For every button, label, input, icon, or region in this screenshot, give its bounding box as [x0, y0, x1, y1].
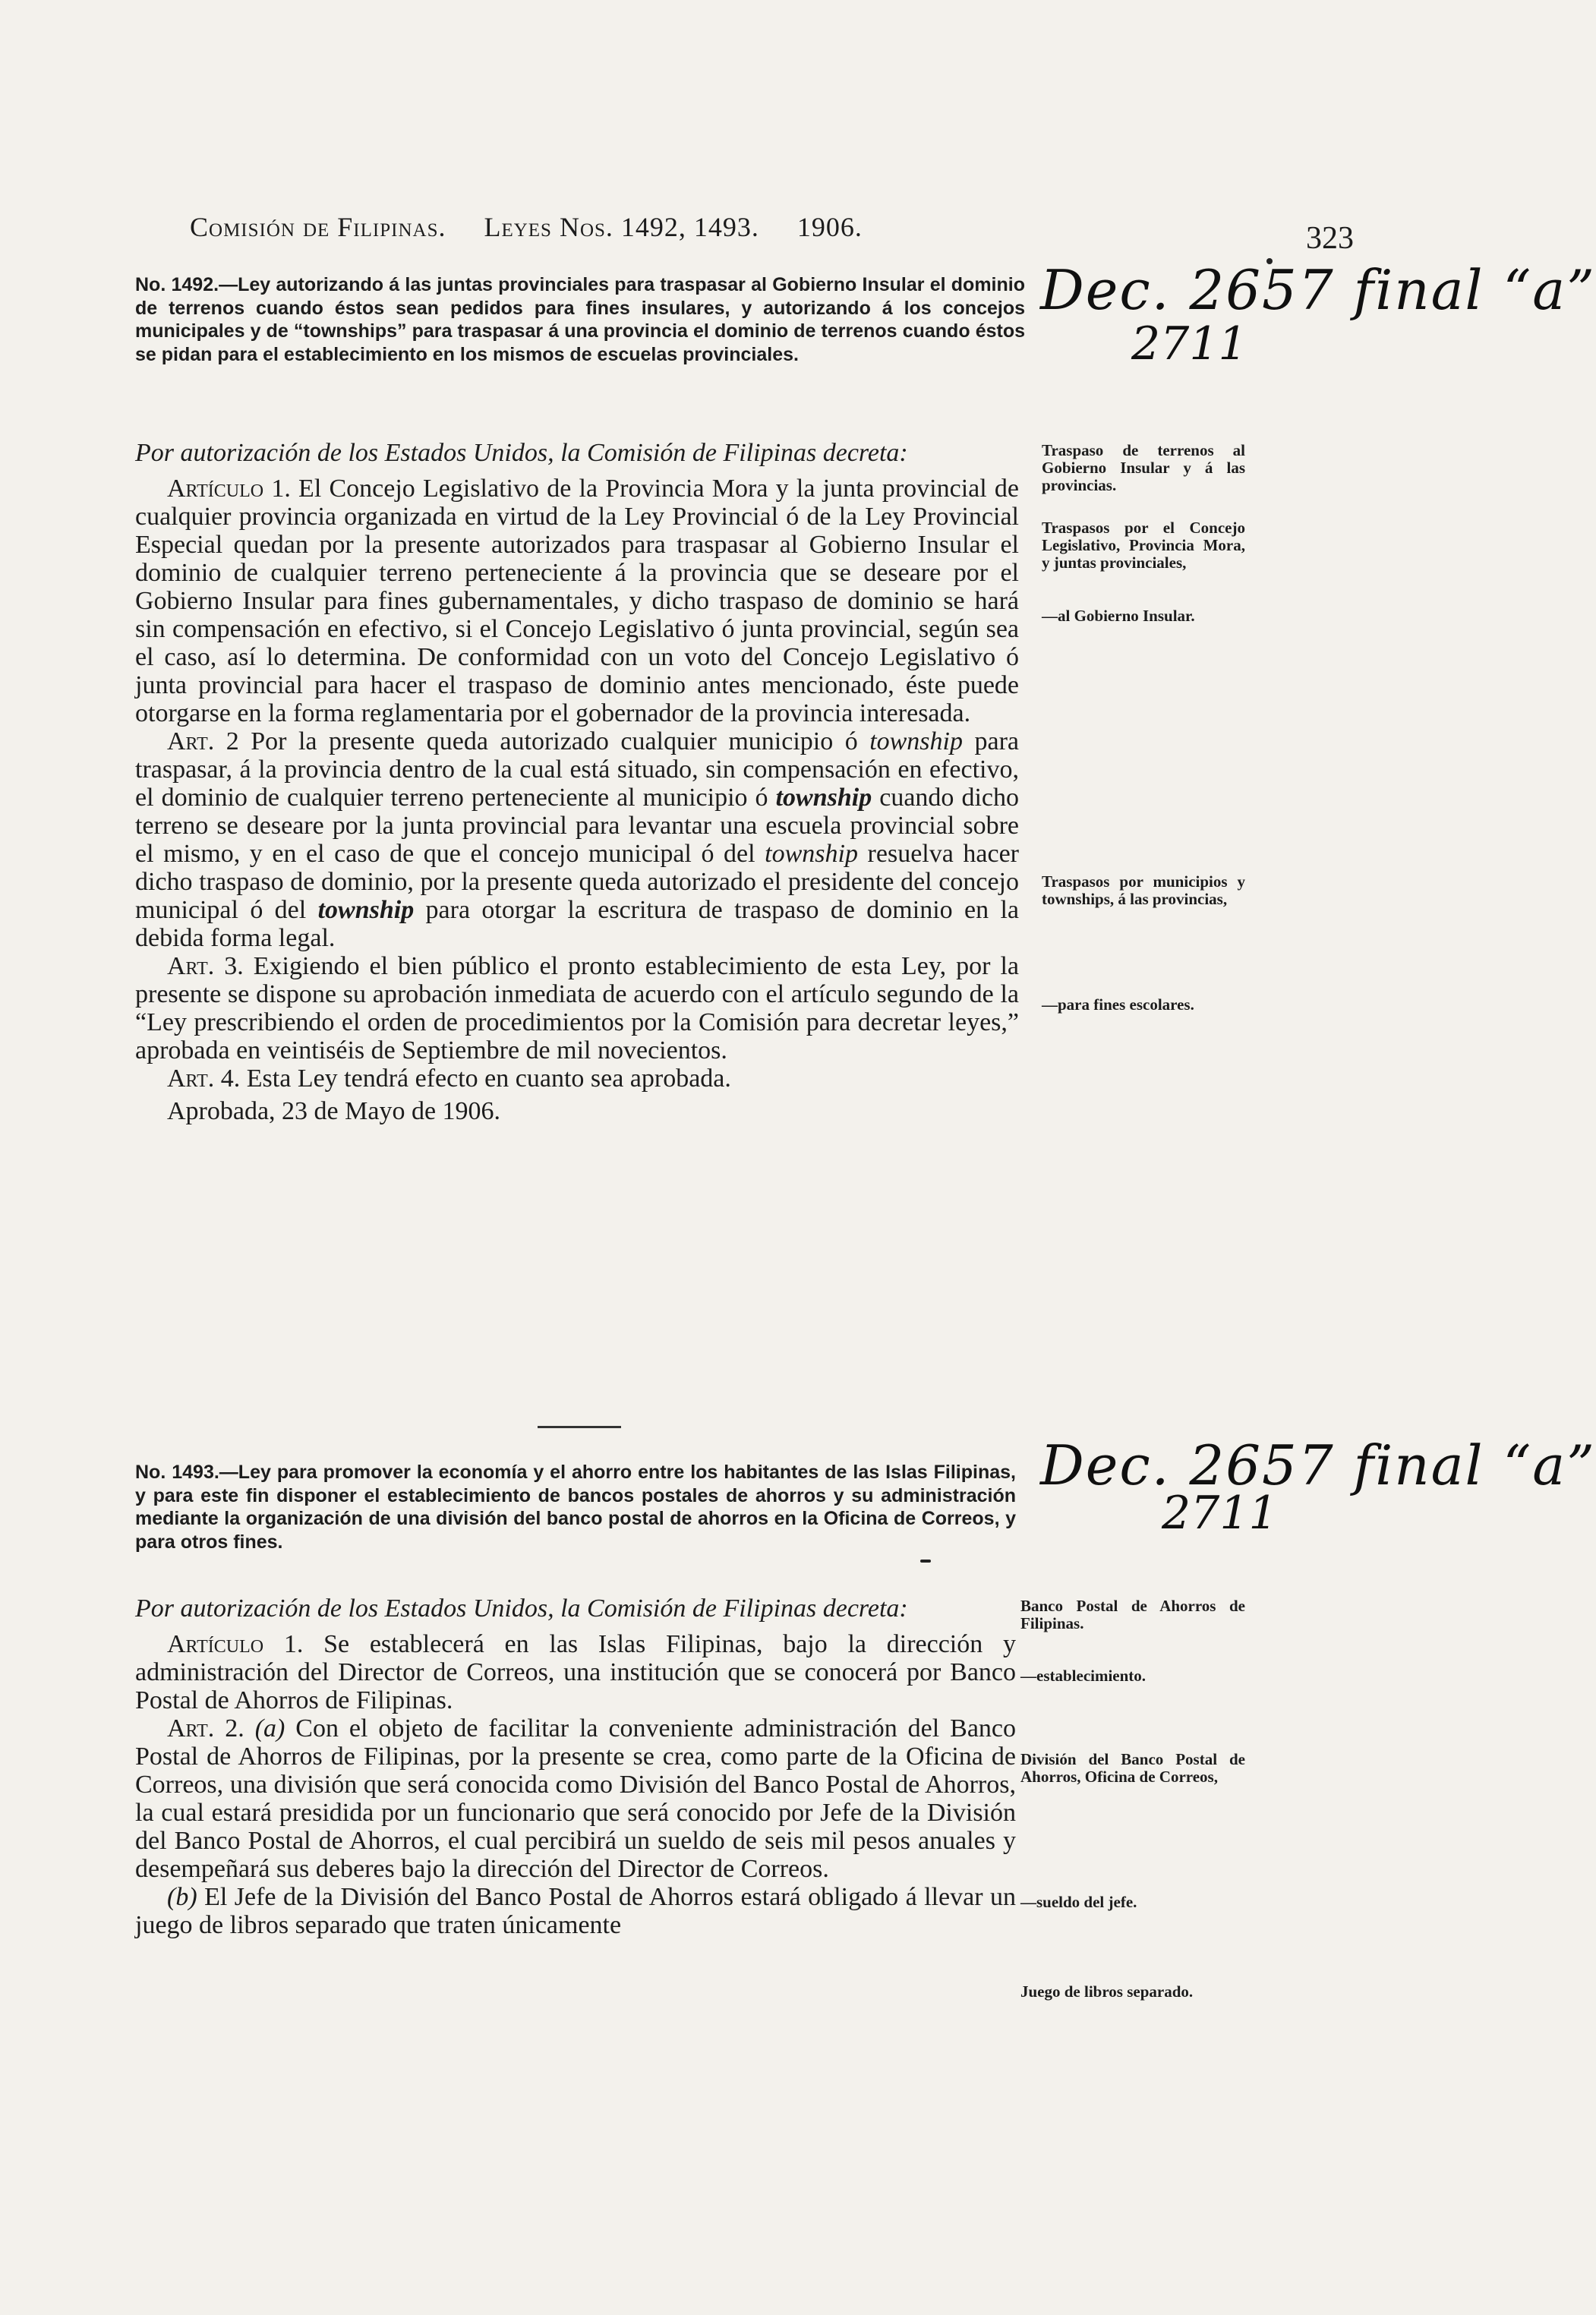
- law-1492-article-4: [135, 1064, 1019, 1093]
- margin-note: Banco Postal de Ahorros de Filipinas.: [1020, 1597, 1245, 1632]
- law-1493-article-2a: [135, 1714, 1016, 1883]
- article-label: Art. 4.: [167, 1064, 241, 1093]
- law-1492-body: [135, 439, 1019, 1125]
- handwritten-annotation-2: Dec. 2657 final “a”: [1040, 1433, 1596, 1497]
- law-1492-title-text: —Ley autorizando á las juntas provinciales para traspasar al Gobierno Insular el dominio de terrenos cuando éstos sean pedidos para fines insulares, y autorizando á los concejos municipales y de “townships” para traspasar á una provincia el dominio de terrenos cuando éstos se pidan para el establecimiento en los mismos de escuelas provinciales.: [135, 274, 1025, 365]
- article-text: cuando dicho terreno se deseare por la junta provincial para levantar una escuela provincial sobre el mismo, y en el caso de que el concejo municipal ó del: [135, 784, 1019, 868]
- margin-note: —al Gobierno Insular.: [1042, 607, 1195, 625]
- law-1493-article-2b: [135, 1883, 1016, 1939]
- article-label: Artículo 1.: [167, 1630, 304, 1658]
- header-laws: Leyes Nos. 1492, 1493.: [484, 212, 759, 242]
- article-text: Esta Ley tendrá efecto en cuanto sea aprobada.: [240, 1064, 731, 1093]
- article-text: El Jefe de la División del Banco Postal de Ahorros estará obligado á llevar un juego de libros separado que traten únicamente: [135, 1883, 1016, 1939]
- law-1493-title: [135, 1461, 1016, 1553]
- subsection-marker: (a): [254, 1714, 285, 1743]
- ink-mark: [920, 1560, 931, 1563]
- section-divider: [538, 1426, 621, 1428]
- law-1493-title-text: —Ley para promover la economía y el ahorro entre los habitantes de las Islas Filipinas, y para este fin disponer el establecimiento de bancos postales de ahorros y su administración mediante la organización de una división del banco postal de ahorros en la Oficina de Correos, y para otros fines.: [135, 1462, 1016, 1553]
- article-text: Exigiendo el bien público el pronto establecimiento de esta Ley, por la presente se dispone su aprobación inmediata de acuerdo con el artículo segundo de la “Ley prescribiendo el orden de procedimientos por la Comisión para decretar leyes,” aprobada en veintiséis de Septiembre de mil novecientos.: [135, 952, 1019, 1064]
- article-text: Se establecerá en las Islas Filipinas, bajo la dirección y administración del Director de Correos, una institución que se conocerá por Banco Postal de Ahorros de Filipinas.: [135, 1630, 1016, 1714]
- running-header: [190, 211, 1405, 243]
- header-year: 1906.: [796, 212, 863, 242]
- article-label: Art. 3.: [167, 952, 244, 980]
- law-1492-article-1: [135, 475, 1019, 727]
- handwritten-annotation-1: Dec. 2657 final “a”: [1040, 258, 1596, 322]
- article-label: Art. 2.: [167, 1714, 244, 1743]
- subsection-marker: (b): [167, 1883, 197, 1911]
- article-text: resuelva hacer dicho traspaso de dominio, por la presente queda autorizado el presidente del concejo municipal ó del: [135, 840, 1019, 924]
- margin-note: Traspaso de terrenos al Gobierno Insular y á las provincias.: [1042, 441, 1245, 494]
- article-text: para traspasar, á la provincia dentro de la cual está situado, sin compensación en efectivo, el dominio de cualquier terreno perteneciente al municipio ó: [135, 727, 1019, 812]
- margin-note: Juego de libros separado.: [1020, 1982, 1194, 2001]
- article-text: Con el objeto de facilitar la conveniente administración del Banco Postal de Ahorros de Filipinas, por la presente se crea, como parte de la Oficina de Correos, una división que será conocida como División del Banco Postal de Ahorros, la cual estará presidida por un funcionario que será conocido por Jefe de la División del Banco Postal de Ahorros, el cual percibirá un sueldo de seis mil pesos anuales y desempeñará sus deberes bajo la dirección del Director de Correos.: [135, 1714, 1017, 1883]
- law-1492-enacting-clause: Por autorización de los Estados Unidos, la Comisión de Filipinas decreta:: [135, 439, 908, 467]
- law-1492-article-2: [135, 727, 1019, 952]
- law-1492-article-3: [135, 952, 1019, 1064]
- margin-note: División del Banco Postal de Ahorros, Oficina de Correos,: [1020, 1750, 1245, 1786]
- township-term: township: [317, 896, 415, 924]
- township-term: township: [869, 727, 963, 755]
- law-1493-enacting-clause: Por autorización de los Estados Unidos, la Comisión de Filipinas decreta:: [135, 1594, 908, 1623]
- margin-note: —sueldo del jefe.: [1020, 1893, 1137, 1911]
- handwritten-annotation-2-number: 2711: [1162, 1487, 1278, 1540]
- law-1492-number: No. 1492.: [135, 274, 219, 295]
- header-commission: Comisión de Filipinas.: [190, 212, 446, 242]
- article-label: Art. 2: [167, 727, 239, 755]
- margin-note: —establecimiento.: [1020, 1667, 1147, 1685]
- law-1493-number: No. 1493.: [135, 1462, 219, 1483]
- margin-note: Traspasos por municipios y townships, á las provincias,: [1042, 872, 1245, 908]
- law-1493-body: [135, 1594, 1016, 1939]
- township-term: township: [765, 840, 858, 868]
- law-1492-approval: Aprobada, 23 de Mayo de 1906.: [167, 1097, 501, 1125]
- law-1492-title: [135, 273, 1025, 366]
- margin-note: —para fines escolares.: [1042, 995, 1194, 1014]
- article-text: El Concejo Legislativo de la Provincia Mora y la junta provincial de cualquier provincia organizada en virtud de la Ley Provincial ó de la Ley Provincial Especial quedan por la presente autorizados para traspasar al Gobierno Insular el dominio de cualquier terreno perteneciente á la provincia que se deseare por el Gobierno Insular para fines gubernamentales, y dicho traspaso de dominio se hará sin compensación en efectivo, si el Concejo Legislativo ó junta provincial, según sea el caso, así lo determina. De conformidad con un voto del Concejo Legislativo ó junta provincial para hacer el traspaso de dominio antes mencionado, éste puede otorgarse en la forma reglamentaria por el gobernador de la provincia interesada.: [135, 475, 1019, 727]
- law-1493-article-1: [135, 1630, 1016, 1714]
- margin-note: Traspasos por el Concejo Legislativo, Provincia Mora, y juntas provinciales,: [1042, 519, 1245, 572]
- article-text: para otorgar la escritura de traspaso de dominio en la debida forma legal.: [135, 896, 1019, 952]
- page-number: 323: [1306, 221, 1354, 256]
- township-term: township: [775, 784, 872, 812]
- article-text: Por la presente queda autorizado cualquier municipio ó: [238, 727, 870, 755]
- handwritten-annotation-1-number: 2711: [1131, 317, 1247, 371]
- article-label: Artículo 1.: [167, 475, 291, 503]
